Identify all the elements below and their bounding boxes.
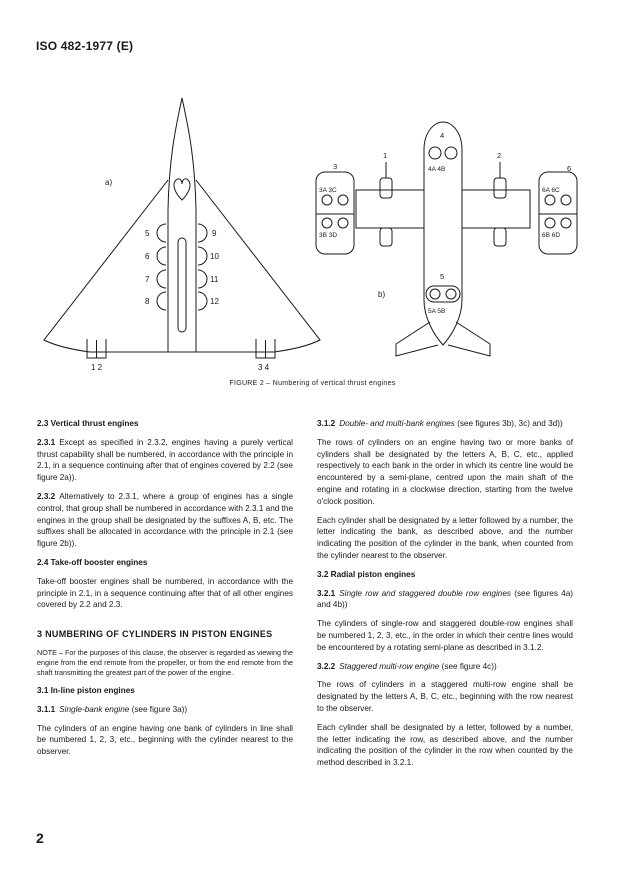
clause-title: Single-bank engine [59,704,130,714]
clause-num: 3.2.2 [317,661,336,671]
aircraft-b [316,122,577,356]
engine-4-label: 4 [440,131,445,140]
clause-text: Alternatively to 2.3.1, where a group of engines has a single control, that group shall be numbered in accordance with 2.3.1 and the engines in the group shall be designated by the suffixes A, B, etc. The suffixes shall be allocated in accordance with the principle in 2.1 (see figure 2b)). [37,491,293,549]
clause-title: Single row and staggered double row engines [339,588,512,598]
pod-right-label: 3 4 [258,363,270,372]
label-b: b) [378,290,386,299]
para-3-2-2-b: Each cylinder shall be designated by a letter, followed by a number, the letter indicating the row, as described above, and the number indicating the position of the cylinder in the row when counted by the method described in 3.2.1. [317,722,573,768]
figure-2 [0,0,625,400]
engine-6-label: 6 [145,252,150,261]
clause-num: 3.1.1 [37,704,56,714]
engine-9-label: 9 [212,229,217,238]
pod-left-label: 1 2 [91,363,103,372]
engine-labels-right [210,229,219,306]
clause-ref: (see figures 4a) and 4b)) [317,588,574,610]
engine-11-label: 11 [210,275,219,284]
para-3-2-2-a: The rows of cylinders in a staggered multi-row engine shall be designated by the letters A, B, C, etc., beginning with the row nearest to the observer. [317,680,573,713]
para-3-1-1-title [37,704,293,716]
bank-3-bottom-label: 3B 3D [319,232,338,239]
note: NOTE – For the purposes of this clause, the observer is regarded as viewing the engine from the end remote from the propeller, or from the end remote from the shaft transmitting the greatest part of the power of the engine. [37,647,293,677]
clause-ref: (see figure 3a)) [131,704,188,714]
bank-6-top-label: 6A 6C [542,187,560,194]
clause-num: 2.3.2 [37,491,56,501]
engine-10-label: 10 [210,252,219,261]
para-2-3-2 [37,491,293,550]
heading-3-2: 3.2 Radial piston engines [317,569,416,579]
para-3-2-2-title [317,661,573,673]
engine-8-label: 8 [145,297,150,306]
right-column [317,418,573,776]
para-3-1-1: The cylinders of an engine having one bank of cylinders in line shall be numbered 1, 2, 3, etc., beginning with the cylinder nearest to the observer. [37,723,293,757]
bank-4-label: 4A 4B [428,166,446,173]
figure-caption: FIGURE 2 – Numbering of vertical thrust engines [229,380,396,387]
engine-5-label: 5 [145,229,150,238]
heading-3-1: 3.1 In-line piston engines [37,685,135,695]
heading-2-4: 2.4 Take-off booster engines [37,557,148,567]
left-column [37,418,293,765]
engine-1-label: 1 [383,151,388,160]
clause-text: Except as specified in 2.3.2, engines having a purely vertical thrust capability shall be numbered, in accordance with the principle in 2.1, in a sequence continuing after that of engines covered by 2.2 (see figure 2a)). [37,437,293,483]
engine-12-label: 12 [210,297,219,306]
para-3-2-1-title [317,588,573,612]
bank-3-top-label: 3A 3C [319,187,337,194]
engine-3-label: 3 [333,162,338,171]
engine-6-label: 6 [567,164,572,173]
para-3-1-2-title [317,418,573,430]
para-3-1-2-a: The rows of cylinders on an engine having two or more banks of cylinders shall be designated by the letters A, B, C, etc., applied respectively to each bank in the order in which its centre line would be encountered by a semi-plane, centred upon the main shaft of the engine and rotating in a clockwise direction, starting from the twelve o'clock position. [317,437,573,506]
para-3-2-1: The cylinders of single-row and staggered double-row engines shall be numbered 1, 2, 3, etc., in the order in which their centre lines would be encountered by a rotating semi-plane as described in 3.1.2. [317,619,573,652]
page-number: 2 [36,830,44,846]
aircraft-b-labels [319,131,571,315]
para-2-3-1 [37,437,293,484]
header-title: ISO 482-1977 (E) [36,39,134,53]
clause-num: 3.2.1 [317,588,336,598]
aircraft-a [44,98,320,358]
clause-ref: (see figures 3b), 3c) and 3d)) [457,419,563,428]
clause-ref: (see figure 4c)) [441,661,497,671]
engine-7-label: 7 [145,275,150,284]
engine-labels-left [145,229,150,306]
engine-5-label: 5 [440,272,445,281]
heading-2-3: 2.3 Vertical thrust engines [37,419,139,428]
clause-title: Double- and multi-bank engines [339,419,455,428]
para-2-4: Take-off booster engines shall be numbered, in accordance with the principle in 2.1, in a sequence continuing after that of all other engines covered by 2.2 and 2.3. [37,576,293,610]
engine-2-label: 2 [497,151,502,160]
bank-5-label: 5A 5B [428,308,446,315]
clause-num: 3.1.2 [317,419,336,428]
clause-num: 2.3.1 [37,437,56,447]
clause-title: Staggered multi-row engine [339,661,440,671]
heading-3: 3 NUMBERING OF CYLINDERS IN PISTON ENGINES [37,629,273,640]
label-a: a) [105,178,113,187]
para-3-1-2-b: Each cylinder shall be designated by a letter followed by a number, the letter indicating the bank, as described above, and the number indicating the position of the cylinder in the bank, when counted from the cylinder nearest to the observer. [317,515,573,560]
bank-6-bottom-label: 6B 6D [542,232,561,239]
